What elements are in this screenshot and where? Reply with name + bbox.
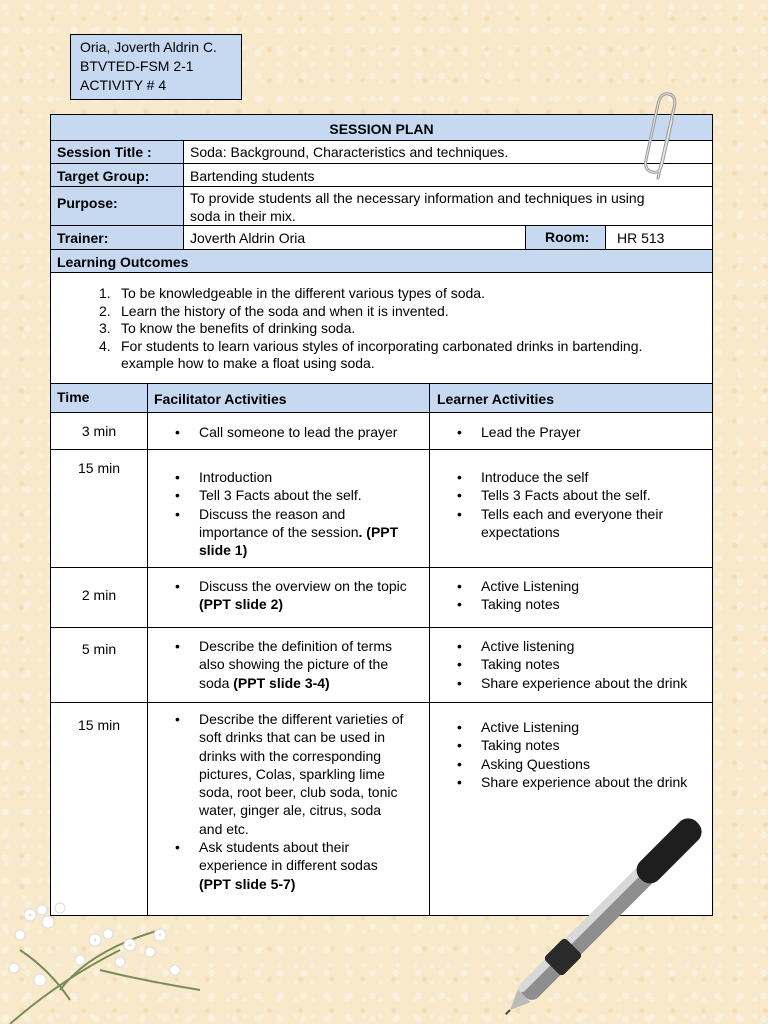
outcome-item: 1. To be knowledgeable in the different various types of soda. xyxy=(99,285,485,301)
col-header-time: Time xyxy=(57,389,90,405)
trainer-value: Joverth Aldrin Oria xyxy=(190,230,306,246)
student-section: BTVTED-FSM 2-1 xyxy=(80,58,194,74)
col-header-learner: Learner Activities xyxy=(437,391,554,407)
list-item: • Share experience about the drink xyxy=(457,674,712,692)
list-item: • Tell 3 Facts about the self. xyxy=(175,486,425,504)
outcome-item: 2. Learn the history of the soda and when it is invented. xyxy=(99,302,449,319)
facilitator-activities xyxy=(175,468,425,559)
learning-outcomes-label: Learning Outcomes xyxy=(57,254,189,270)
room-label: Room: xyxy=(545,229,590,245)
activity-header-row xyxy=(51,383,712,412)
list-item: • Discuss the reason and importance of the session. (PPT slide 1) xyxy=(175,505,425,560)
list-item: • Describe the different varieties of soft drinks that can be used in drinks with the corresponding pictures, Colas, sparkling lime soda, root beer, club soda, tonic water, ginger ale, citrus, soda and etc. xyxy=(175,710,425,838)
learner-activities xyxy=(457,637,712,692)
learner-activities xyxy=(457,577,712,614)
trainer-label: Trainer: xyxy=(57,230,109,246)
list-item: • Asking Questions xyxy=(457,755,712,773)
target-group-value: Bartending students xyxy=(190,168,315,184)
list-item: • Ask students about their experience in different sodas (PPT slide 5-7) xyxy=(175,838,425,893)
paperclip-icon xyxy=(640,90,690,190)
outcome-item: 4. For students to learn various styles of incorporating carbonated drinks in bartending. example how to make a float using soda. xyxy=(99,337,643,371)
col-header-facilitator: Facilitator Activities xyxy=(154,391,287,407)
list-item: • Introduction xyxy=(175,468,425,486)
target-group-label: Target Group: xyxy=(57,168,150,184)
student-info-box xyxy=(70,34,242,100)
list-item: • Taking notes xyxy=(457,595,712,613)
learner-activities xyxy=(457,423,712,441)
list-item: • Tells 3 Facts about the self. xyxy=(457,486,712,504)
session-plan-heading: SESSION PLAN xyxy=(329,121,434,137)
row-time: 15 min xyxy=(77,717,121,733)
purpose-label: Purpose: xyxy=(57,195,118,211)
row-time: 3 min xyxy=(81,423,117,439)
facilitator-activities xyxy=(175,710,425,893)
purpose-line-1: To provide students all the necessary information and techniques in using xyxy=(190,190,645,206)
list-item: • Introduce the self xyxy=(457,468,712,486)
room-value: HR 513 xyxy=(617,230,665,246)
row-time: 15 min xyxy=(77,460,121,476)
facilitator-activities xyxy=(175,577,425,614)
learner-activities xyxy=(457,468,712,541)
list-item: • Active Listening xyxy=(457,718,712,736)
list-item: • Describe the definition of terms also showing the picture of the soda (PPT slide 3-4) xyxy=(175,637,425,692)
facilitator-activities xyxy=(175,423,425,441)
list-item: • Taking notes xyxy=(457,736,712,754)
student-name: Oria, Joverth Aldrin C. xyxy=(80,39,217,55)
list-item: • Active listening xyxy=(457,637,712,655)
list-item: • Active Listening xyxy=(457,577,712,595)
row-time: 5 min xyxy=(81,641,117,657)
learning-outcomes-list xyxy=(99,285,709,373)
list-item: • Lead the Prayer xyxy=(457,423,712,441)
pen-icon xyxy=(500,770,768,1024)
flower-icon xyxy=(0,890,210,1024)
list-item: • Share experience about the drink xyxy=(457,773,712,791)
session-title-value: Soda: Background, Characteristics and techniques. xyxy=(190,144,509,160)
session-title-label: Session Title : xyxy=(57,144,152,160)
list-item: • Discuss the overview on the topic (PPT slide 2) xyxy=(175,577,425,614)
list-item: • Taking notes xyxy=(457,655,712,673)
list-item: • Tells each and everyone their expectations xyxy=(457,505,712,542)
activity-number: ACTIVITY # 4 xyxy=(80,77,167,93)
list-item: • Call someone to lead the prayer xyxy=(175,423,425,441)
facilitator-activities xyxy=(175,637,425,692)
row-time: 2 min xyxy=(81,587,117,603)
outcome-item: 3. To know the benefits of drinking soda. xyxy=(99,320,356,336)
purpose-line-2: soda in their mix. xyxy=(190,208,296,224)
